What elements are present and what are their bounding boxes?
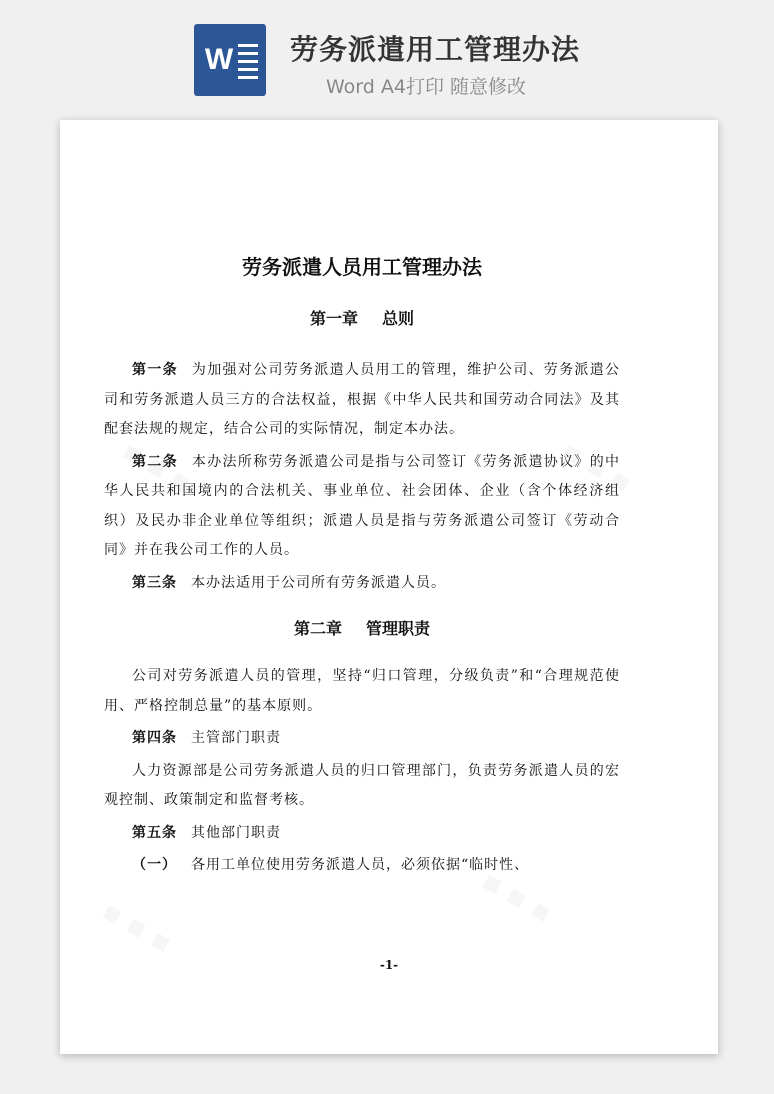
- article-text: 其他部门职责: [191, 824, 281, 841]
- chapter-heading: [104, 304, 620, 334]
- word-icon-lines: [238, 44, 258, 84]
- page-number: -1-: [379, 958, 399, 972]
- article-label: 第四条: [132, 730, 177, 746]
- article-paragraph: [104, 448, 620, 566]
- article-paragraph: [104, 819, 620, 849]
- article-text: 本办法适用于公司所有劳务派遣人员。: [191, 574, 446, 591]
- page-title: 劳务派遣用工管理办法: [290, 33, 581, 66]
- chapter-heading: [104, 614, 620, 644]
- article-label: 第一条: [132, 362, 178, 378]
- list-item: [104, 851, 620, 881]
- word-icon-letter: W: [204, 43, 234, 76]
- body-paragraph: 公司对劳务派遣人员的管理，坚持“归口管理，分级负责”和“合理规范使用、严格控制总量”的基本原则。: [104, 668, 620, 714]
- document-title: 劳务派遣人员用工管理办法: [242, 255, 482, 279]
- list-item-label: （一）: [132, 857, 177, 873]
- list-item-text: 各用工单位使用劳务派遣人员，必须依据“临时性、: [191, 857, 530, 873]
- body-paragraph: 人力资源部是公司劳务派遣人员的归口管理部门，负责劳务派遣人员的宏观控制、政策制定和监督考核。: [104, 762, 620, 808]
- article-text: 为加强对公司劳务派遣人员用工的管理，维护公司、劳务派遣公司和劳务派遣人员三方的合法权益，根据《中华人民共和国劳动合同法》及其配套法规的规定，结合公司的实际情况，制定本办法。: [104, 362, 621, 437]
- chapter-number: 第一章: [309, 309, 358, 328]
- watermark: [97, 894, 178, 960]
- article-paragraph: [104, 724, 620, 754]
- chapter-name: 管理职责: [366, 619, 431, 638]
- article-label: 第三条: [132, 574, 177, 591]
- article-paragraph: [104, 356, 620, 445]
- article-text: 本办法所称劳务派遣公司是指与公司签订《劳务派遣协议》的中华人民共和国境内的合法机关、事业单位、社会团体、企业（含个体经济组织）及民办非企业单位等组织；派遣人员是指与劳务派遣公司签订《劳动合同》并在我公司工作的人员。: [104, 453, 621, 558]
- article-paragraph: [104, 569, 620, 599]
- header: [0, 0, 774, 110]
- article-label: 第五条: [132, 824, 177, 841]
- word-icon: [194, 24, 266, 96]
- page-subtitle: Word A4打印 随意修改: [326, 76, 527, 98]
- article-text: 主管部门职责: [191, 730, 281, 746]
- chapter-number: 第二章: [293, 619, 342, 638]
- article-label: 第二条: [132, 453, 178, 470]
- chapter-name: 总则: [382, 309, 415, 328]
- document-body: [104, 252, 620, 884]
